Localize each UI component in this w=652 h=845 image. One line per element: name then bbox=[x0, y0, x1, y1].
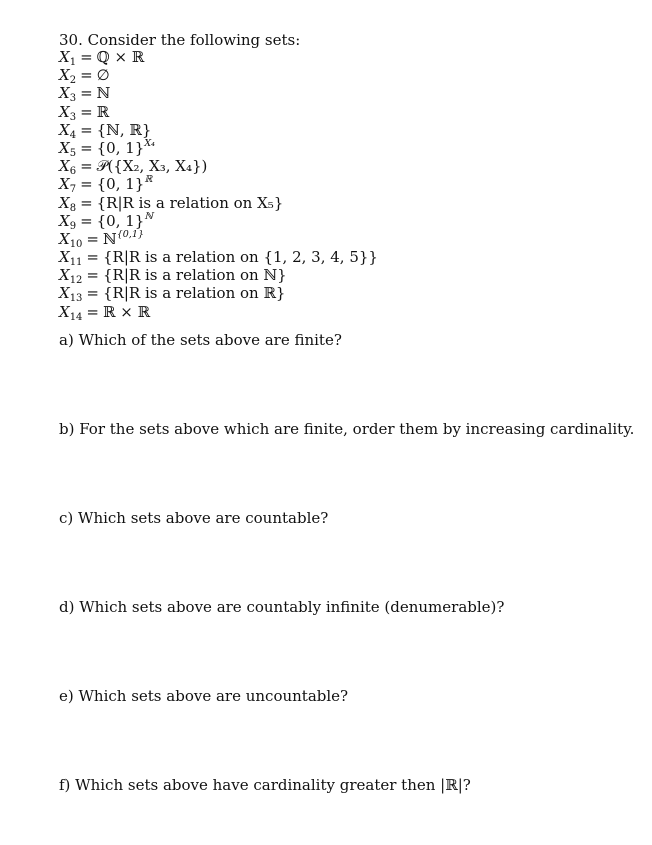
set-value: {0, 1} bbox=[96, 211, 145, 230]
set-definition bbox=[59, 230, 619, 248]
question-a: a) Which of the sets above are finite? bbox=[59, 331, 342, 349]
set-definition bbox=[59, 194, 619, 212]
set-letter: X bbox=[59, 266, 70, 285]
set-definition bbox=[59, 157, 619, 178]
set-definition bbox=[59, 48, 619, 66]
set-letter: X bbox=[59, 102, 70, 121]
set-value: {0, 1} bbox=[96, 175, 145, 194]
set-definition bbox=[59, 248, 619, 269]
set-subscript: 1 bbox=[69, 57, 77, 68]
set-definitions bbox=[59, 48, 619, 321]
set-subscript: 4 bbox=[69, 129, 77, 141]
set-subscript: 9 bbox=[69, 220, 77, 232]
set-value: ℝ bbox=[96, 102, 110, 121]
set-value: {R|R is a relation on X₅} bbox=[96, 193, 284, 212]
equals-sign: = bbox=[80, 84, 93, 103]
set-value: ℕ bbox=[96, 84, 111, 103]
equals-sign: = bbox=[80, 211, 93, 230]
equals-sign: = bbox=[80, 175, 93, 194]
set-letter: X bbox=[59, 284, 70, 303]
equals-sign: = bbox=[80, 157, 93, 176]
question-c: c) Which sets above are countable? bbox=[59, 509, 329, 527]
set-value: ℝ × ℝ bbox=[103, 302, 151, 321]
set-value: {0, 1} bbox=[96, 138, 145, 157]
set-letter: X bbox=[59, 302, 70, 321]
set-superscript: ℕ bbox=[144, 210, 154, 222]
set-subscript: 5 bbox=[69, 147, 77, 159]
equals-sign: = bbox=[80, 66, 93, 85]
set-superscript: ℝ bbox=[144, 174, 153, 186]
set-value: ℚ × ℝ bbox=[96, 48, 145, 66]
equals-sign: = bbox=[80, 138, 93, 157]
equals-sign: = bbox=[86, 229, 99, 248]
question-b: b) For the sets above which are finite, order them by increasing cardinality. bbox=[59, 420, 635, 438]
set-letter: X bbox=[59, 175, 70, 194]
set-letter: X bbox=[59, 120, 70, 139]
set-subscript: 3 bbox=[69, 111, 77, 123]
set-letter: X bbox=[59, 229, 70, 248]
set-value: {R|R is a relation on ℕ} bbox=[103, 266, 287, 285]
question-e: e) Which sets above are uncountable? bbox=[59, 687, 349, 705]
set-definition bbox=[59, 139, 619, 157]
set-subscript: 7 bbox=[69, 184, 77, 196]
set-value: {R|R is a relation on {1, 2, 3, 4, 5}} bbox=[103, 248, 378, 267]
set-subscript: 8 bbox=[69, 202, 77, 214]
equals-sign: = bbox=[86, 302, 99, 321]
set-letter: X bbox=[59, 48, 70, 66]
set-definition bbox=[59, 174, 619, 196]
set-letter: X bbox=[59, 66, 70, 85]
set-value: ℕ bbox=[103, 229, 117, 248]
set-value: ∅ bbox=[96, 66, 110, 85]
set-definition bbox=[59, 66, 619, 87]
set-definition bbox=[59, 121, 619, 139]
question-d: d) Which sets above are countably infinite (denumerable)? bbox=[59, 598, 505, 616]
set-definition bbox=[59, 266, 619, 287]
equals-sign: = bbox=[80, 102, 93, 121]
set-letter: X bbox=[59, 248, 70, 267]
question-f: f) Which sets above have cardinality greater then |ℝ|? bbox=[59, 776, 471, 794]
set-subscript: 12 bbox=[69, 275, 83, 287]
set-subscript: 11 bbox=[69, 257, 83, 269]
set-subscript: 3 bbox=[69, 93, 77, 105]
set-letter: X bbox=[59, 157, 70, 176]
set-subscript: 14 bbox=[69, 311, 83, 323]
set-definition bbox=[59, 303, 619, 321]
equals-sign: = bbox=[80, 120, 93, 139]
set-subscript: 13 bbox=[69, 293, 83, 305]
equals-sign: = bbox=[80, 193, 93, 212]
equals-sign: = bbox=[86, 266, 99, 285]
set-superscript: {0,1} bbox=[116, 228, 144, 240]
set-definition bbox=[59, 103, 619, 121]
set-subscript: 6 bbox=[69, 166, 77, 178]
set-subscript: 2 bbox=[69, 75, 77, 87]
set-letter: X bbox=[59, 211, 70, 230]
set-letter: X bbox=[59, 84, 70, 103]
set-value: 𝒫({X₂, X₃, X₄}) bbox=[96, 157, 208, 176]
set-definition bbox=[59, 212, 619, 230]
set-superscript: X₄ bbox=[144, 137, 155, 149]
set-letter: X bbox=[59, 138, 70, 157]
set-value: {R|R is a relation on ℝ} bbox=[103, 284, 286, 303]
set-definition bbox=[59, 284, 619, 305]
equals-sign: = bbox=[86, 248, 99, 267]
set-definition bbox=[59, 84, 619, 105]
set-subscript: 10 bbox=[69, 238, 83, 250]
problem-heading: 30. Consider the following sets: bbox=[59, 31, 301, 49]
set-letter: X bbox=[59, 193, 70, 212]
set-value: {ℕ, ℝ} bbox=[96, 120, 152, 139]
equals-sign: = bbox=[80, 48, 93, 66]
equals-sign: = bbox=[86, 284, 99, 303]
